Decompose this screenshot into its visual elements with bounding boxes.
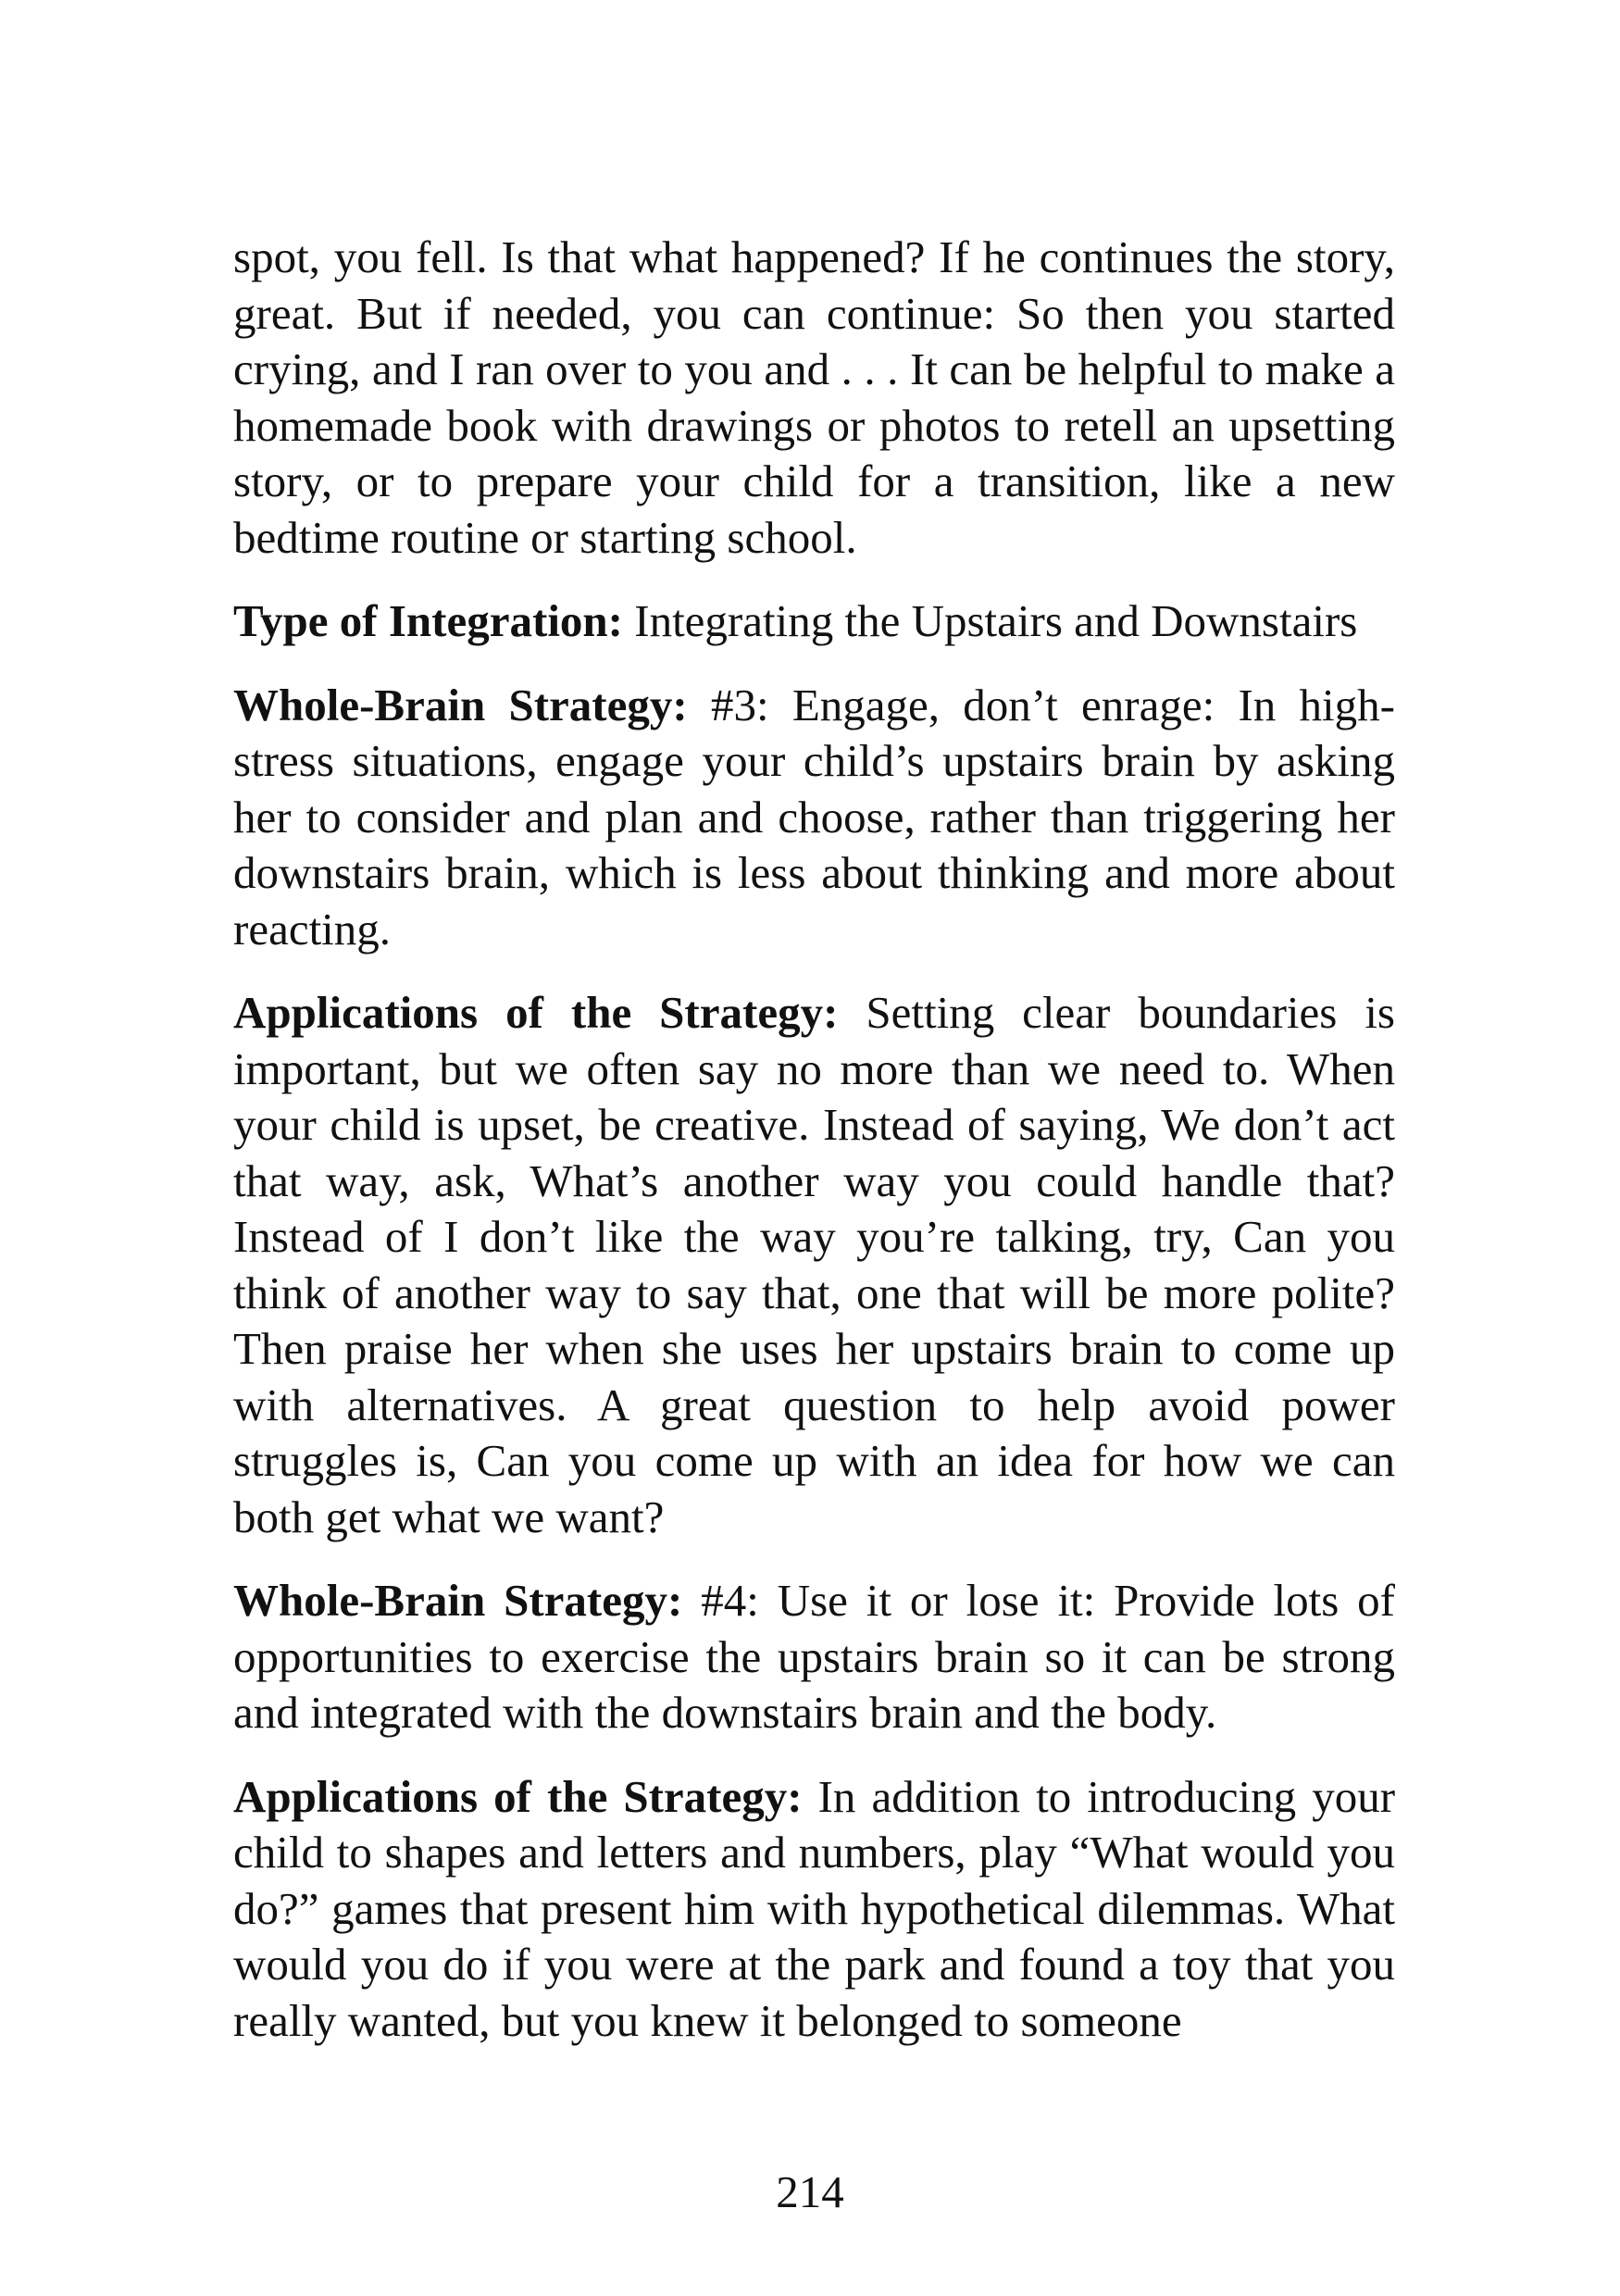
whole-brain-strategy-3-text: #3: Engage, don’t enrage: In high-stress situations, engage your child’s upstairs brain by asking her to consider and plan and choose, rather than triggering her downstairs brain, which is less about thinking and more about reacting. <box>233 679 1395 955</box>
type-of-integration-paragraph <box>233 593 1395 650</box>
applications-strategy-3-label: Applications of the Strategy: <box>233 987 839 1038</box>
page-number: 214 <box>776 2166 844 2217</box>
applications-strategy-4-label: Applications of the Strategy: <box>233 1770 803 1822</box>
type-of-integration-label: Type of Integration: <box>233 595 623 646</box>
applications-strategy-4-text: In addition to introducing your child to shapes and letters and numbers, play “What would you do?” games that present him with hypothetical dilemmas. What would you do if you were at the park and found a toy that you really wanted, but you knew it belonged to someone <box>233 1770 1396 2046</box>
applications-strategy-3-paragraph <box>233 985 1395 1545</box>
whole-brain-strategy-3-paragraph <box>233 678 1395 958</box>
applications-strategy-4-paragraph <box>233 1769 1395 2050</box>
opening-paragraph-text: spot, you fell. Is that what happened? If he continues the story, great. But if needed, you can continue: So then you started crying, and I ran over to you and . . . It can be helpful to make a homemade book with drawings or photos to retell an upsetting story, or to prepare your child for a transition, like a new bedtime routine or starting school. <box>233 231 1395 563</box>
whole-brain-strategy-3-label: Whole-Brain Strategy: <box>233 679 688 730</box>
body-text <box>233 230 1395 2077</box>
opening-paragraph <box>233 230 1395 566</box>
whole-brain-strategy-4-text: #4: Use it or lose it: Provide lots of opportunities to exercise the upstairs brain so it can be strong and integrated with the downstairs brain and the body. <box>233 1575 1395 1738</box>
whole-brain-strategy-4-label: Whole-Brain Strategy: <box>233 1575 683 1626</box>
applications-strategy-3-text: Setting clear boundaries is important, but we often say no more than we need to. When your child is upset, be creative. Instead of saying, We don’t act that way, ask, What’s another way you could handle that? Instead of I don’t like the way you’re talking, try, Can you think of another way to say that, one that will be more polite? Then praise her when she uses her upstairs brain to come up with alternatives. A great question to help avoid power struggles is, Can you come up with an idea for how we can both get what we want? <box>233 987 1395 1542</box>
whole-brain-strategy-4-paragraph <box>233 1573 1395 1741</box>
type-of-integration-text: Integrating the Upstairs and Downstairs <box>623 595 1358 646</box>
